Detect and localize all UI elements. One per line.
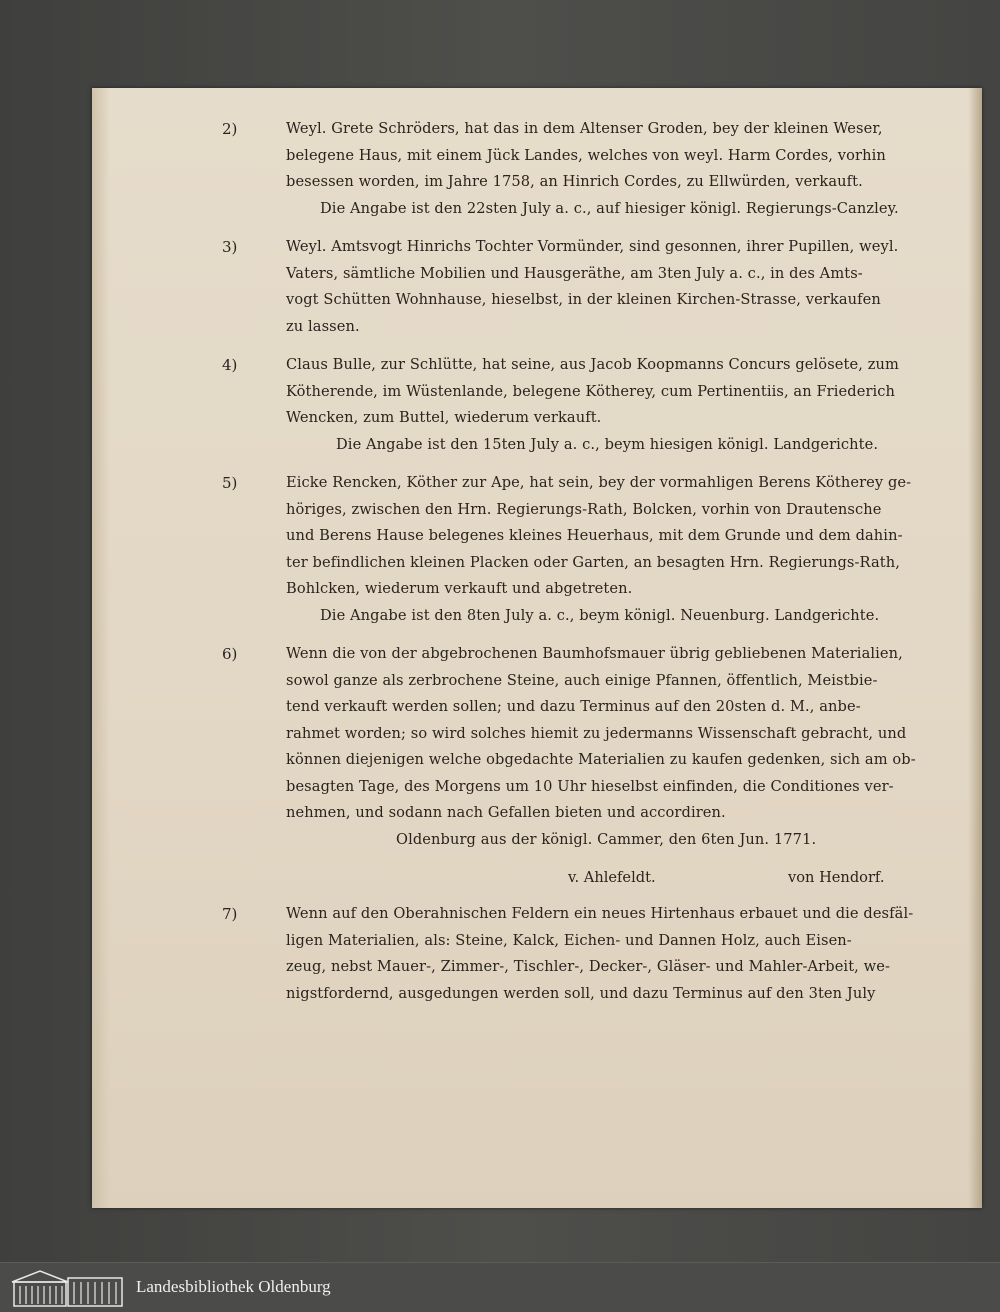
document-text xyxy=(222,116,936,1019)
entry-line: belegene Haus, mit einem Jück Landes, welches von weyl. Harm Cordes, vorhin xyxy=(286,146,886,164)
entry-number: 4) xyxy=(222,356,238,374)
entry-line: Eicke Rencken, Köther zur Ape, hat sein, bey der vormahligen Berens Kötherey ge- xyxy=(286,474,912,491)
entry-line: ter befindlichen kleinen Placken oder Garten, an besagten Hrn. Regierungs-Rath, xyxy=(286,553,900,571)
entry-line: höriges, zwischen den Hrn. Regierungs-Rath, Bolcken, vorhin von Drautensche xyxy=(286,500,882,518)
entry-line: und Berens Hause belegenes kleines Heuerhaus, mit dem Grunde und dem dahin- xyxy=(286,527,903,544)
library-name: Landesbibliothek Oldenburg xyxy=(136,1277,331,1296)
entry-line: Weyl. Grete Schröders, hat das in dem Altenser Groden, bey der kleinen Weser, xyxy=(286,120,883,137)
entry-3 xyxy=(222,234,936,340)
place-and-date: Oldenburg aus der königl. Cammer, den 6ten Jun. 1771. xyxy=(396,830,817,848)
entry-line: ligen Materialien, als: Steine, Kalck, Eichen- und Dannen Holz, auch Eisen- xyxy=(286,931,852,949)
entry-line: Kötherende, im Wüstenlande, belegene Kötherey, cum Pertinentiis, an Friederich xyxy=(286,382,896,400)
entry-6 xyxy=(222,641,936,853)
entry-line: besagten Tage, des Morgens um 10 Uhr hieselbst einfinden, die Conditiones ver- xyxy=(286,777,894,795)
entry-2 xyxy=(222,116,936,222)
entry-5 xyxy=(222,470,936,629)
entry-number: 3) xyxy=(222,238,238,256)
entry-line: zeug, nebst Mauer-, Zimmer-, Tischler-, Decker-, Gläser- und Mahler-Arbeit, we- xyxy=(286,958,891,975)
library-footer xyxy=(0,1262,1000,1312)
entry-line: Vaters, sämtliche Mobilien und Hausgeräthe, am 3ten July a. c., in des Amts- xyxy=(286,264,863,282)
entry-number: 5) xyxy=(222,474,238,492)
entry-line: nigstfordernd, ausgedungen werden soll, und dazu Terminus auf den 3ten July xyxy=(286,984,876,1002)
entry-line: Weyl. Amtsvogt Hinrichs Tochter Vormünder, sind gesonnen, ihrer Pupillen, weyl. xyxy=(286,238,899,255)
entry-line: Bohlcken, wiederum verkauft und abgetreten. xyxy=(286,580,633,597)
entry-line: besessen worden, im Jahre 1758, an Hinrich Cordes, zu Ellwürden, verkauft. xyxy=(286,173,863,190)
signature-row xyxy=(236,865,936,893)
entry-note: Die Angabe ist den 22sten July a. c., auf hiesiger königl. Regierungs-Canzley. xyxy=(320,199,899,217)
entry-line: vogt Schütten Wohnhause, hieselbst, in der kleinen Kirchen-Strasse, verkaufen xyxy=(286,291,881,308)
entry-7 xyxy=(222,901,936,1007)
page-spine-shadow xyxy=(968,88,982,1208)
entry-line: Wenn auf den Oberahnischen Feldern ein neues Hirtenhaus erbauet und die desfäl- xyxy=(286,905,914,922)
entry-line: sowol ganze als zerbrochene Steine, auch einige Pfannen, öffentlich, Meistbie- xyxy=(286,671,878,689)
signature-hendorf: von Hendorf. xyxy=(788,869,885,886)
entry-number: 6) xyxy=(222,645,238,663)
entry-line: rahmet worden; so wird solches hiemit zu jedermanns Wissenschaft gebracht, und xyxy=(286,724,907,742)
page-left-edge xyxy=(92,88,110,1208)
signature-ahlefeldt: v. Ahlefeldt. xyxy=(568,869,656,886)
entry-line: nehmen, und sodann nach Gefallen bieten und accordiren. xyxy=(286,804,726,821)
entry-line: Claus Bulle, zur Schlütte, hat seine, aus Jacob Koopmanns Concurs gelösete, zum xyxy=(286,356,899,373)
entry-number: 2) xyxy=(222,120,238,138)
entry-number: 7) xyxy=(222,905,238,923)
entry-line: Wencken, zum Buttel, wiederum verkauft. xyxy=(286,409,602,426)
entry-line: Wenn die von der abgebrochenen Baumhofsmauer übrig gebliebenen Materialien, xyxy=(286,645,903,662)
entry-note: Die Angabe ist den 15ten July a. c., beym hiesigen königl. Landgerichte. xyxy=(336,435,879,453)
entry-4 xyxy=(222,352,936,458)
entry-note: Die Angabe ist den 8ten July a. c., beym königl. Neuenburg. Landgerichte. xyxy=(320,606,880,624)
entry-line: können diejenigen welche obgedachte Materialien zu kaufen gedenken, sich am ob- xyxy=(286,751,916,768)
library-building-icon xyxy=(10,1268,126,1308)
entry-line: zu lassen. xyxy=(286,317,360,335)
entry-line: tend verkauft werden sollen; und dazu Terminus auf den 20sten d. M., anbe- xyxy=(286,698,861,715)
